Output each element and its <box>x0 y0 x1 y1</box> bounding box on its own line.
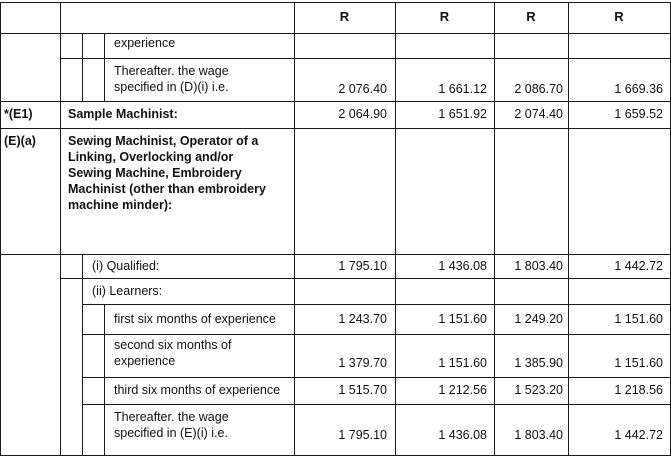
currency-header-4: R <box>614 9 624 24</box>
value-cell: 1 442.72 <box>614 259 663 273</box>
value-cell: 1 661.12 <box>438 82 487 96</box>
value-cell: 1 436.08 <box>438 428 487 442</box>
value-cell: 1 795.10 <box>338 428 387 442</box>
value-cell: 2 064.90 <box>338 107 387 121</box>
value-cell: 1 659.52 <box>614 107 663 121</box>
value-cell: 2 086.70 <box>514 82 563 96</box>
row-code-e1: *(E1) <box>4 107 33 121</box>
value-cell: 2 074.40 <box>514 107 563 121</box>
row-label-qualified: (i) Qualified: <box>92 259 160 273</box>
value-cell: 1 803.40 <box>514 259 563 273</box>
row-label-second-six-line2: experience <box>114 354 176 368</box>
value-cell: 1 249.20 <box>514 312 563 326</box>
row-label-second-six-line1: second six months of <box>114 338 232 352</box>
value-cell: 1 379.70 <box>338 356 387 370</box>
value-cell: 1 442.72 <box>614 428 663 442</box>
row-label-thereafter-d-line1: Thereafter. the wage <box>114 64 229 78</box>
currency-header-2: R <box>439 9 450 24</box>
value-cell: 1 151.60 <box>438 356 487 370</box>
row-label-first-six: first six months of experience <box>114 312 276 326</box>
value-cell: 1 151.60 <box>614 356 663 370</box>
row-label-experience: experience <box>114 36 176 50</box>
row-label-thereafter-e-line1: Thereafter. the wage <box>114 410 229 424</box>
value-cell: 1 436.08 <box>438 259 487 273</box>
row-label-sewing-machinist: Sewing Machinist, Operator of a Linking, Overlocking and/or Sewing Machine, Embroidery Machinist (other than embroidery machine minder): <box>68 134 266 212</box>
currency-header-3: R <box>526 9 536 24</box>
row-label-sample-machinist: Sample Machinist: <box>68 107 178 121</box>
value-cell: 1 151.60 <box>614 312 663 326</box>
row-label-thereafter-d-line2: specified in (D)(i) i.e. <box>114 80 229 94</box>
value-cell: 1 651.92 <box>438 107 487 121</box>
row-label-thereafter-e-line2: specified in (E)(i) i.e. <box>114 426 228 440</box>
row-label-learners: (ii) Learners: <box>92 284 163 298</box>
value-cell: 1 151.60 <box>438 312 487 326</box>
value-cell: 1 218.56 <box>614 383 663 397</box>
value-cell: 1 385.90 <box>514 356 563 370</box>
value-cell: 1 803.40 <box>514 428 563 442</box>
row-code-ea: (E)(a) <box>4 134 36 148</box>
value-cell: 1 243.70 <box>338 312 387 326</box>
currency-header-1: R <box>339 9 350 24</box>
value-cell: 1 523.20 <box>514 383 563 397</box>
value-cell: 2 076.40 <box>338 82 387 96</box>
value-cell: 1 212.56 <box>438 383 487 397</box>
value-cell: 1 669.36 <box>614 82 663 96</box>
row-label-third-six: third six months of experience <box>114 383 281 397</box>
value-cell: 1 795.10 <box>338 259 387 273</box>
value-cell: 1 515.70 <box>338 383 387 397</box>
